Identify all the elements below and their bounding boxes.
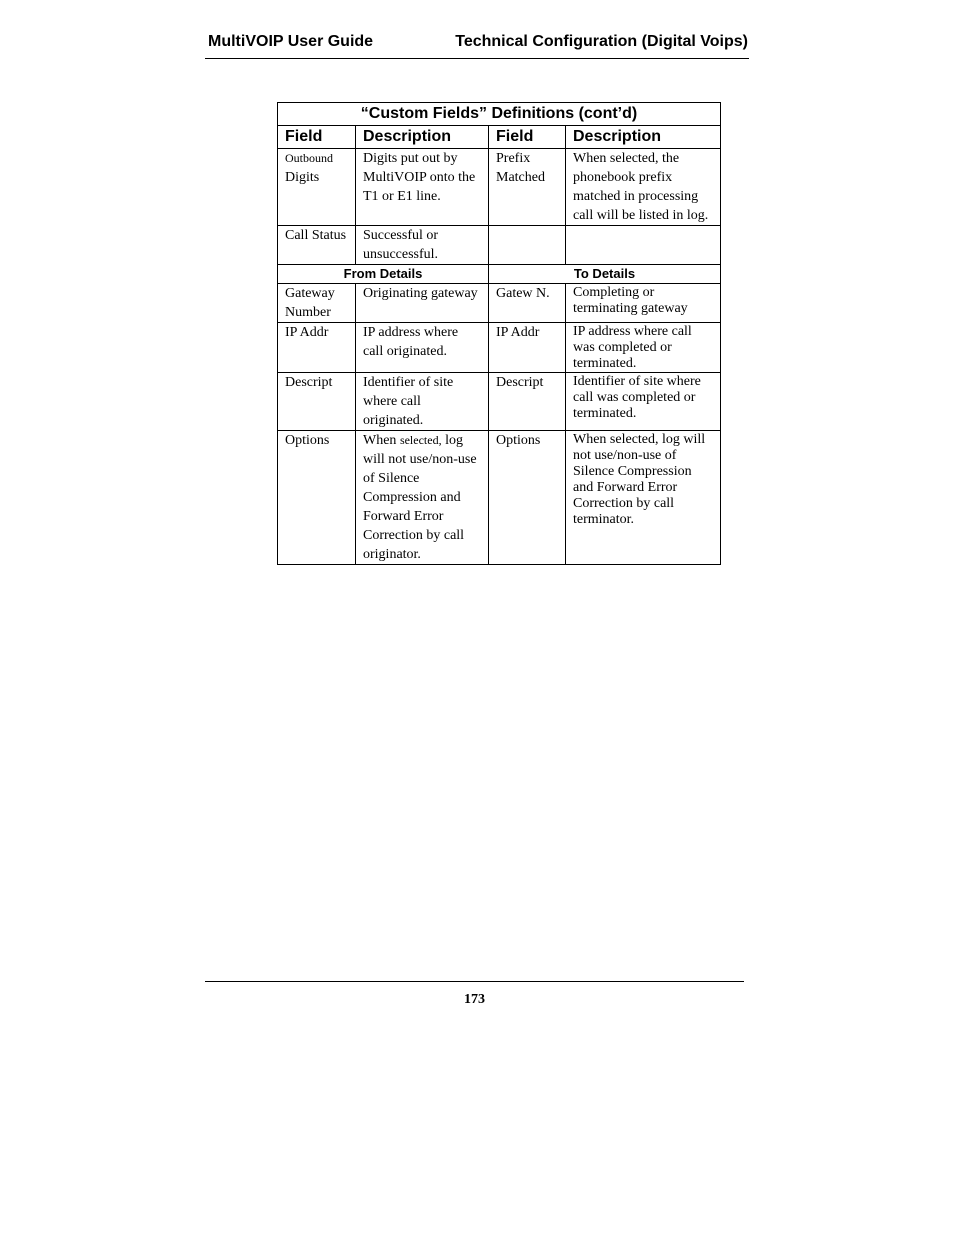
table-row [278,323,721,373]
table-row [278,284,721,323]
custom-fields-definitions-table [277,102,721,565]
table-title: “Custom Fields” Definitions (cont’d) [278,103,721,126]
table-title-row [278,103,721,126]
description-cell: When selected, log will not use/non-use of Silence Compression and Forward Error Correction by call terminator. [566,431,721,565]
description-part: selected, [399,433,442,447]
header-section-title: Technical Configuration (Digital Voips) [455,33,748,50]
description-part: log will not use/non-use of Silence Compression and Forward Error Correction by call originator. [363,433,477,562]
field-cell: Gateway Number [278,284,356,323]
field-cell [278,149,356,226]
description-cell: When selected, the phonebook prefix matched in processing call will be listed in log. [566,149,721,226]
description-cell [566,226,721,265]
page-header [205,33,749,59]
description-cell: IP address where call originated. [356,323,489,373]
field-name-part: Digits [285,170,320,185]
page-number: 173 [464,992,485,1007]
description-part: When [363,433,397,448]
field-name-part: Outbound [285,151,333,165]
description-cell: Identifier of site where call was completed or terminated. [566,373,721,431]
table-row [278,226,721,265]
description-cell: Digits put out by MultiVOIP onto the T1 or E1 line. [356,149,489,226]
description-cell: IP address where call was completed or terminated. [566,323,721,373]
field-cell: Descript [489,373,566,431]
field-cell: Call Status [278,226,356,265]
section-header-row [278,265,721,284]
column-header-field: Field [278,126,356,149]
description-cell: Originating gateway [356,284,489,323]
header-guide-title: MultiVOIP User Guide [208,33,374,50]
section-from-details: From Details [278,265,489,284]
description-cell: Identifier of site where call originated. [356,373,489,431]
field-cell: IP Addr [489,323,566,373]
table-row [278,373,721,431]
description-cell [356,431,489,565]
footer-divider [205,981,744,982]
section-to-details: To Details [489,265,721,284]
field-cell: Options [278,431,356,565]
table-row [278,431,721,565]
column-header-description: Description [566,126,721,149]
table-header-row [278,126,721,149]
column-header-description: Description [356,126,489,149]
field-cell: Descript [278,373,356,431]
field-cell: Gatew N. [489,284,566,323]
description-cell: Successful or unsuccessful. [356,226,489,265]
field-cell: IP Addr [278,323,356,373]
field-cell [489,226,566,265]
column-header-field: Field [489,126,566,149]
field-cell: Options [489,431,566,565]
table-row [278,149,721,226]
description-cell: Completing or terminating gateway [566,284,721,323]
field-cell: Prefix Matched [489,149,566,226]
